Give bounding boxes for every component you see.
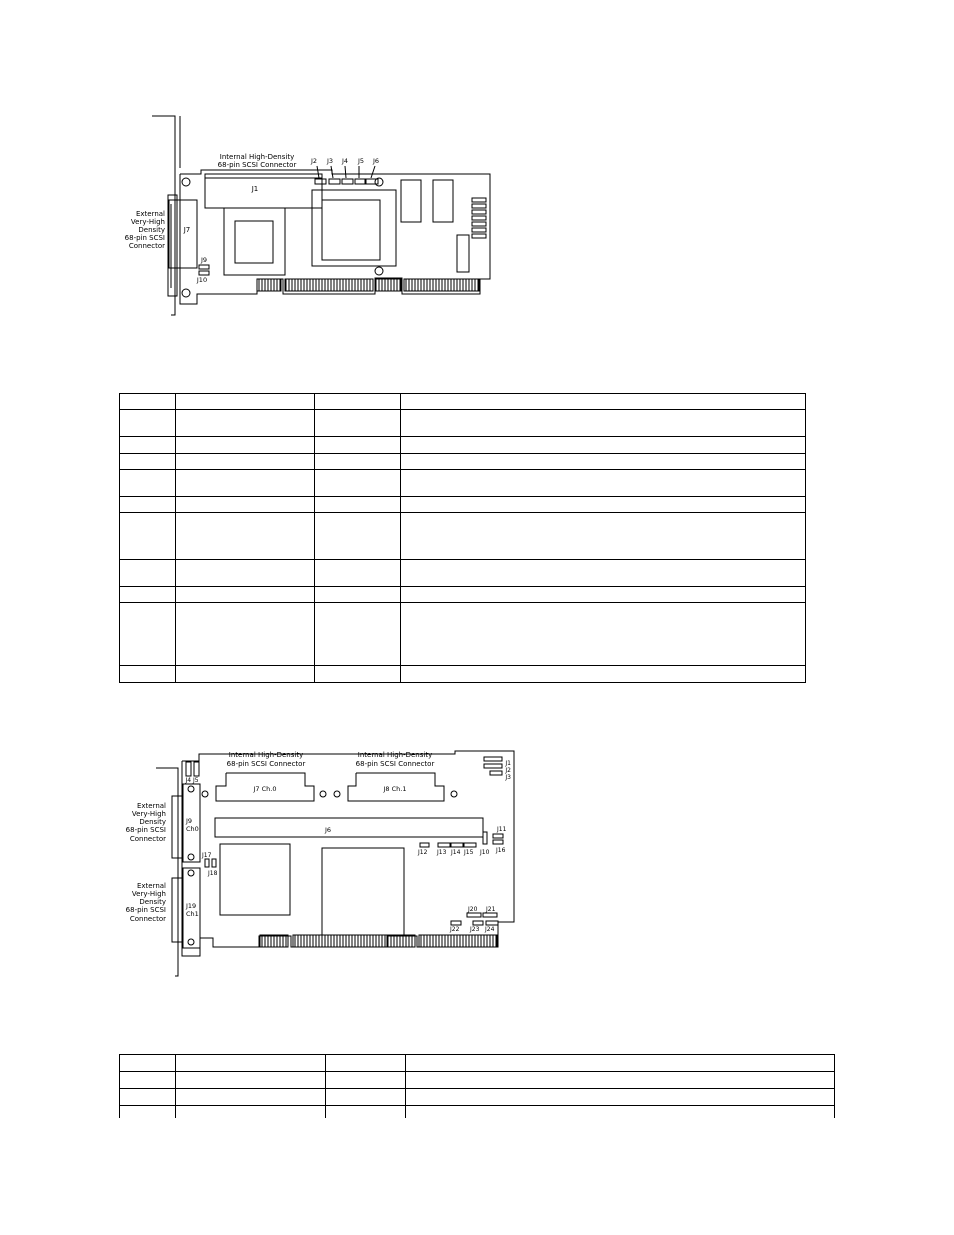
j24-label: J24 <box>485 926 495 933</box>
j13-label: J13 <box>437 849 447 856</box>
j21-label: J21 <box>486 906 496 913</box>
j4-j5-label: J4 J5 <box>185 777 199 784</box>
table-row <box>120 470 806 497</box>
internal-connector-a-label-line1: Internal High-Density <box>228 751 304 759</box>
external-b-label-line4: 68-pin SCSI <box>125 906 166 914</box>
table-row <box>120 1072 835 1089</box>
external-b-label-line5: Connector <box>129 915 166 923</box>
j3-label: J3 <box>326 157 334 165</box>
table-row <box>120 1055 835 1072</box>
j1-label: J1 <box>505 760 511 767</box>
j7-label: J7 Ch.0 <box>253 785 277 793</box>
j12-label: J12 <box>418 849 428 856</box>
figure-single-channel-board <box>105 108 505 320</box>
external-b-label-line1: External <box>136 882 166 890</box>
j23-label: J23 <box>470 926 480 933</box>
internal-connector-label-line1: Internal High-Density <box>219 153 295 161</box>
external-a-label-line3: Density <box>139 818 166 826</box>
j16-label: J16 <box>496 847 506 854</box>
j3-label: J3 <box>505 774 511 781</box>
j9-label: J9 <box>200 256 208 264</box>
j5-label: J5 <box>357 157 365 165</box>
internal-connector-label-line2: 68-pin SCSI Connector <box>217 161 297 169</box>
figure-dual-channel-board <box>105 746 525 982</box>
mounting-bracket <box>156 768 178 976</box>
internal-connector-b-label-line2: 68-pin SCSI Connector <box>355 760 435 768</box>
j8-label: J8 Ch.1 <box>383 785 407 793</box>
j15-label: J15 <box>464 849 474 856</box>
table-row <box>120 497 806 513</box>
external-label-line4: 68-pin SCSI <box>124 234 165 242</box>
j19-channel-label: Ch1 <box>186 910 199 918</box>
table-row <box>120 1106 835 1118</box>
table-row <box>120 560 806 587</box>
external-b-label-line3: Density <box>139 898 166 906</box>
external-label-line5: Connector <box>128 242 165 250</box>
j6-label: J6 <box>324 826 332 834</box>
table-row <box>120 454 806 470</box>
table-row <box>120 513 806 560</box>
table-row <box>120 666 806 683</box>
table-row <box>120 1089 835 1106</box>
j6-label: J6 <box>372 157 380 165</box>
j2-label: J2 <box>310 157 318 165</box>
external-label-line3: Density <box>138 226 165 234</box>
jumper-table-2 <box>119 1054 835 1118</box>
j19-label: J19 <box>186 902 197 910</box>
j20-label: J20 <box>468 906 478 913</box>
table-row <box>120 394 806 410</box>
j4-label: J4 <box>341 157 349 165</box>
j9-channel-label: Ch0 <box>186 825 199 833</box>
external-a-label-line4: 68-pin SCSI <box>125 826 166 834</box>
external-b-label-line2: Very-High <box>131 890 166 898</box>
j10-label: J10 <box>480 849 490 856</box>
external-label-line2: Very-High <box>130 218 165 226</box>
j7-connector <box>169 200 197 268</box>
table-row <box>120 587 806 603</box>
j9-label: J9 <box>186 817 193 825</box>
external-label-line1: External <box>135 210 165 218</box>
jumper-table-1 <box>119 393 806 683</box>
j7-label: J7 <box>183 226 191 234</box>
j2-label: J2 <box>505 767 511 774</box>
led-column-icon <box>472 198 486 238</box>
j1-label: J1 <box>251 185 259 193</box>
internal-connector-a-label-line2: 68-pin SCSI Connector <box>226 760 306 768</box>
external-a-label-line1: External <box>136 802 166 810</box>
j10-label: J10 <box>196 276 208 284</box>
external-a-label-line5: Connector <box>129 835 166 843</box>
j1-connector <box>205 174 322 208</box>
internal-connector-b-label-line1: Internal High-Density <box>357 751 433 759</box>
table-row <box>120 410 806 437</box>
j22-label: J22 <box>450 926 460 933</box>
j18-label: J18 <box>208 870 218 877</box>
external-a-label-line2: Very-High <box>131 810 166 818</box>
j14-label: J14 <box>451 849 461 856</box>
j6-connector <box>215 818 483 837</box>
j17-label: J17 <box>202 852 212 859</box>
j11-label: J11 <box>497 826 507 833</box>
table-row <box>120 437 806 454</box>
table-row <box>120 603 806 666</box>
